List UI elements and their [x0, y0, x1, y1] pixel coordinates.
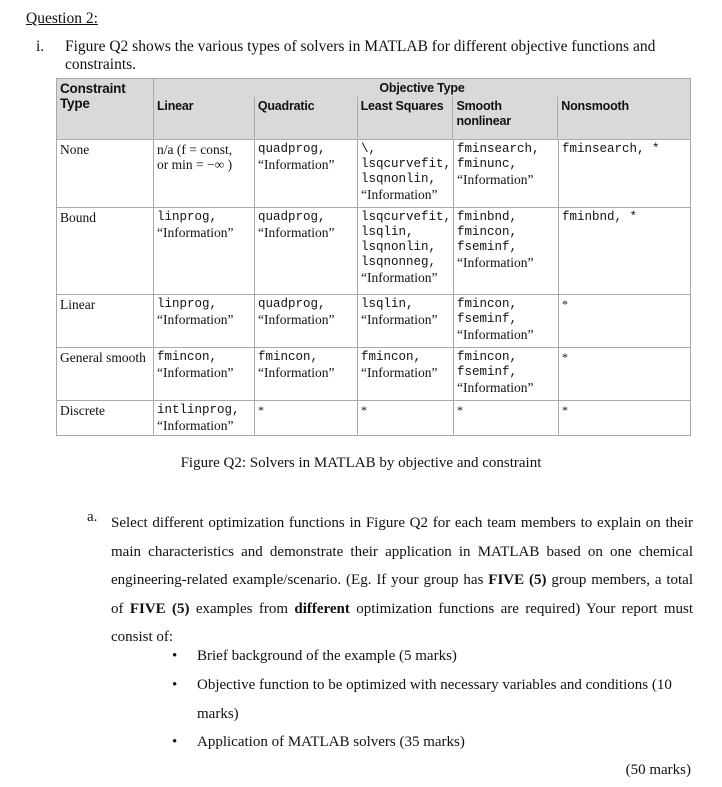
- solver-cell: [154, 401, 255, 436]
- solver-line: lsqcurvefit,: [361, 157, 452, 171]
- solver-cell: [559, 401, 691, 436]
- solver-cell: [559, 295, 691, 348]
- row-label: None: [57, 140, 154, 208]
- solver-line: fmincon,: [157, 350, 218, 364]
- part-a-text-2: group members, a total of: [111, 572, 694, 617]
- solver-cell: [358, 208, 454, 295]
- solver-cell: [358, 348, 454, 401]
- asterisk-mark: *: [562, 403, 568, 417]
- solver-line: lsqnonlin,: [361, 240, 437, 254]
- asterisk-mark: *: [258, 403, 264, 417]
- column-header-smooth-nonlinear: Smooth nonlinear: [453, 97, 558, 138]
- bullet-item-3: Application of MATLAB solvers (35 marks): [197, 734, 465, 750]
- solver-cell: [255, 295, 358, 348]
- solver-line: fmincon,: [457, 297, 518, 311]
- bullet-dot: •: [172, 734, 178, 750]
- row-label: Discrete: [57, 401, 154, 436]
- solver-line: fmincon,: [361, 350, 422, 364]
- solver-cell: [454, 295, 559, 348]
- solver-line: quadprog,: [258, 210, 326, 224]
- solver-line: quadprog,: [258, 297, 326, 311]
- solver-line: fseminf,: [457, 312, 518, 326]
- solver-cell: [255, 140, 358, 208]
- column-header-quadratic: Quadratic: [255, 97, 358, 138]
- total-marks: (50 marks): [625, 762, 691, 778]
- table-row: [57, 208, 691, 295]
- row-label: General smooth: [57, 348, 154, 401]
- solver-cell: [154, 140, 255, 208]
- solver-cell: [559, 208, 691, 295]
- solver-line: lsqnonlin,: [361, 172, 437, 186]
- solver-line: “Information”: [157, 418, 234, 433]
- solver-line: “Information”: [258, 157, 335, 172]
- solver-line: “Information”: [361, 270, 438, 285]
- solver-line: lsqlin,: [361, 297, 414, 311]
- part-a-text: [111, 509, 693, 652]
- part-a-bold-3: different: [294, 600, 350, 617]
- solver-line: lsqnonneg,: [361, 255, 437, 269]
- solver-line: “Information”: [361, 312, 438, 327]
- solver-line: “Information”: [258, 225, 335, 240]
- bullet-dot: •: [172, 648, 178, 664]
- solver-cell: [454, 348, 559, 401]
- solver-cell: [255, 208, 358, 295]
- solver-line: “Information”: [361, 187, 438, 202]
- solver-cell: [454, 401, 559, 436]
- solver-line: or min = −∞ ): [157, 157, 233, 172]
- part-a-bold-2: FIVE (5): [129, 600, 190, 617]
- solver-cell: [454, 208, 559, 295]
- solver-line: “Information”: [457, 255, 534, 270]
- solver-line: “Information”: [457, 380, 534, 395]
- solver-line: fminbnd,: [457, 210, 518, 224]
- objective-type-header: Objective Type: [379, 81, 465, 95]
- question-heading: Question 2:: [26, 10, 98, 27]
- asterisk-mark: *: [361, 403, 367, 417]
- constraint-type-header: Constraint Type: [57, 79, 154, 140]
- solver-line: n/a (f = const,: [157, 142, 233, 157]
- solver-line: lsqcurvefit,: [361, 210, 452, 224]
- part-a-text-3: examples from: [189, 600, 295, 617]
- solver-line: linprog,: [157, 210, 218, 224]
- solver-line: \,: [361, 142, 377, 156]
- solver-table: [56, 78, 691, 436]
- solver-line: “Information”: [157, 365, 234, 380]
- column-header-nonsmooth: Nonsmooth: [561, 99, 629, 113]
- row-label: Linear: [57, 295, 154, 348]
- table-row: [57, 295, 691, 348]
- solver-cell: [358, 401, 454, 436]
- asterisk-mark: *: [457, 403, 463, 417]
- solver-cell: [255, 348, 358, 401]
- solver-line: fmincon,: [457, 350, 518, 364]
- intro-number: i.: [36, 38, 45, 55]
- solver-cell: [358, 140, 454, 208]
- solver-line: fminbnd, *: [562, 210, 638, 224]
- solver-cell: [358, 295, 454, 348]
- bullet-dot: •: [172, 677, 178, 693]
- part-a-text-1: Select different optimization functions in Figure Q2 for each team members to explain on their main characteristics and demonstrate their application in MATLAB based on one chemical engineering-related example/scenario. (Eg. If your group has: [111, 515, 693, 588]
- table-row: [57, 401, 691, 436]
- part-a-label: a.: [87, 509, 98, 525]
- solver-line: “Information”: [457, 172, 534, 187]
- solver-line: “Information”: [157, 225, 234, 240]
- intro-text: Figure Q2 shows the various types of solvers in MATLAB for different objective functions and constraints.: [65, 38, 656, 73]
- solver-cell: [559, 140, 691, 208]
- row-label: Bound: [57, 208, 154, 295]
- column-header-least-squares: Least Squares: [358, 97, 454, 138]
- solver-cell: [559, 348, 691, 401]
- part-a-text-4: optimization functions are required) Your report must consist of:: [111, 600, 693, 645]
- solver-line: “Information”: [361, 365, 438, 380]
- bullet-item-2: Objective function to be optimized with necessary variables and conditions (10 marks): [197, 677, 672, 722]
- solver-cell: [255, 401, 358, 436]
- solver-cell: [154, 208, 255, 295]
- solver-line: lsqlin,: [361, 225, 414, 239]
- objective-type-header-cell: [154, 79, 691, 140]
- table-row: [57, 140, 691, 208]
- solver-line: “Information”: [157, 312, 234, 327]
- solver-line: intlinprog,: [157, 403, 240, 417]
- bullet-item-1: Brief background of the example (5 marks): [197, 648, 457, 664]
- figure-caption: Figure Q2: Solvers in MATLAB by objective and constraint: [180, 455, 542, 471]
- solver-line: fseminf,: [457, 365, 518, 379]
- solver-line: quadprog,: [258, 142, 326, 156]
- column-header-linear: Linear: [154, 97, 255, 138]
- solver-line: fmincon,: [258, 350, 319, 364]
- solver-line: “Information”: [258, 365, 335, 380]
- solver-line: “Information”: [457, 327, 534, 342]
- solver-cell: [154, 295, 255, 348]
- solver-line: fseminf,: [457, 240, 518, 254]
- solver-line: fminsearch,: [457, 142, 540, 156]
- asterisk-mark: *: [562, 297, 568, 311]
- part-a-bold-1: FIVE (5): [488, 572, 547, 588]
- solver-line: linprog,: [157, 297, 218, 311]
- solver-line: fminsearch, *: [562, 142, 660, 156]
- solver-line: fmincon,: [457, 225, 518, 239]
- table-row: [57, 348, 691, 401]
- solver-line: fminunc,: [457, 157, 518, 171]
- asterisk-mark: *: [562, 350, 568, 364]
- solver-cell: [154, 348, 255, 401]
- solver-cell: [454, 140, 559, 208]
- solver-line: “Information”: [258, 312, 335, 327]
